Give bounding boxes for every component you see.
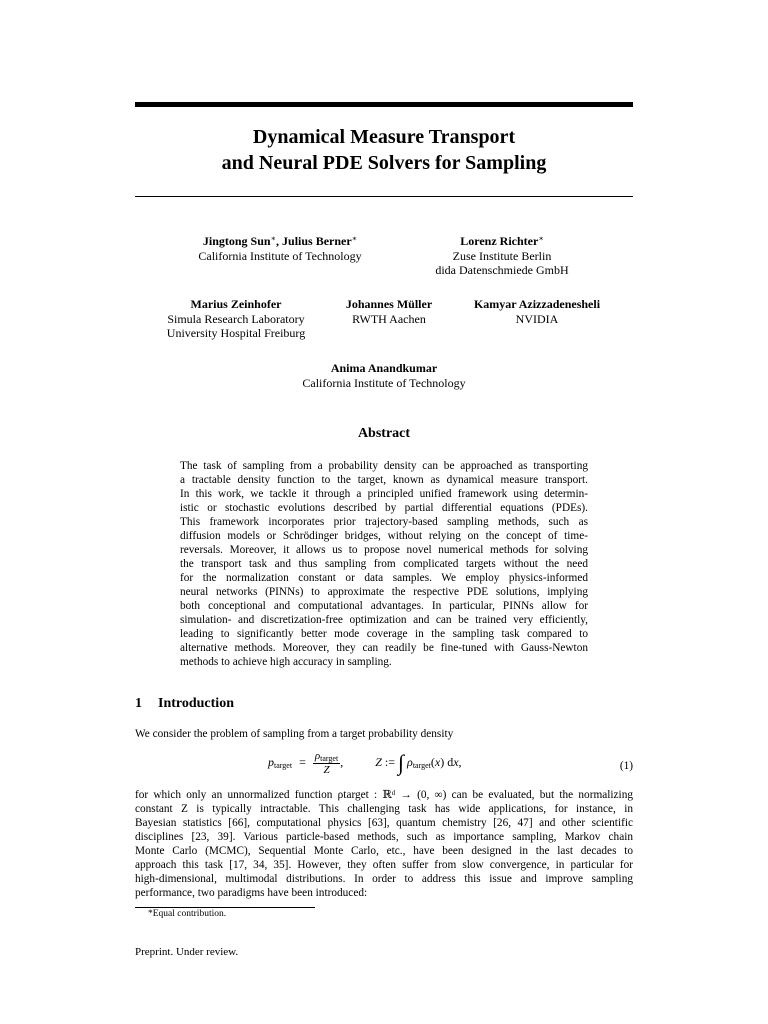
equation-body: $p_{target}$ = $\frac{\rho_{target}}{Z}$ , Z := ∫ $\rho_{target}(x)$ dx,	[268, 750, 462, 776]
fraction: $\frac{\rho_{target}}{Z}$	[314, 750, 339, 776]
author-names: Marius Zeinhofer	[190, 297, 282, 311]
intro-lead-line: We consider the problem of sampling from a target probability density	[135, 728, 454, 740]
title-line-1: Dynamical Measure Transport	[252, 126, 516, 148]
abstract-line: neural networks (PINNs) to approximate the respective PDE solutions, implying	[180, 586, 588, 598]
author-affiliation: California Institute of Technology	[198, 248, 362, 263]
section-number: 1	[135, 696, 142, 711]
author-group-2	[412, 232, 592, 278]
equation-1	[135, 750, 633, 786]
footnote: *Equal contribution.	[148, 909, 227, 919]
author-group-5	[462, 297, 612, 326]
author-affiliation: Simula Research Laboratory	[167, 311, 305, 326]
abstract-line: diffusion models or Schrödinger bridges, without relying on the concept of time-	[180, 530, 588, 542]
author-affiliation: NVIDIA	[515, 311, 559, 326]
abstract-line: both conceptional and computational advantages. In particular, PINNs allow for	[180, 600, 588, 612]
author-group-4	[333, 297, 445, 326]
abstract-line: for the normalization constant or data samples. We employ physics-informed	[180, 572, 588, 584]
author-names: Kamyar Azizzadenesheli	[473, 297, 601, 311]
author-names: Anima Anandkumar	[330, 361, 438, 375]
abstract-line: methods to achieve high accuracy in sampling.	[180, 656, 392, 668]
intro-line: Bayesian statistics [66], computational physics [63], quantum chemistry [26, 47] and other scientific	[135, 817, 633, 829]
abstract-line: alternative methods. Moreover, they can readily be fine-tuned with Gauss-Newton	[180, 642, 588, 654]
abstract-line: reversals. Moreover, it allows us to propose novel numerical methods for solving	[180, 544, 588, 556]
abstract-line: simulation- and discretization-free optimization and can be trained very efficiently,	[180, 614, 588, 626]
abstract-line: The task of sampling from a probability density can be approached as transporting	[180, 460, 588, 472]
abstract-line: In this work, we tackle it through a principled unified framework using determin-	[180, 488, 588, 500]
abstract-line: This framework incorporates prior trajectory-based sampling methods, such as	[180, 516, 588, 528]
section-title: Introduction	[158, 696, 234, 711]
author-names: Jingtong Sun∗, Julius Berner∗	[202, 234, 358, 248]
author-group-1	[180, 232, 380, 263]
abstract-heading: Abstract	[357, 426, 411, 441]
intro-line: constant Z is typically intractable. This challenging task has wide applications, for instance, in	[135, 803, 633, 815]
author-affiliation: University Hospital Freiburg	[166, 326, 306, 340]
intro-lead	[135, 727, 633, 741]
footnote-rule	[135, 907, 315, 908]
abstract-line: a tractable density function to the target, known as dynamical measure transport.	[180, 474, 588, 486]
intro-paragraph	[135, 788, 633, 900]
top-rule	[135, 102, 633, 107]
title-rule	[135, 196, 633, 197]
section-heading	[135, 696, 234, 712]
author-affiliation: Zuse Institute Berlin	[452, 248, 552, 263]
author-names: Johannes Müller	[345, 297, 433, 311]
title-line-2: and Neural PDE Solvers for Sampling	[221, 152, 547, 174]
intro-line: disciplines [23, 39]. Various particle-based methods, such as importance sampling, Markov chain	[135, 831, 633, 843]
author-affiliation: dida Datenschmiede GmbH	[435, 263, 569, 277]
author-affiliation: RWTH Aachen	[352, 311, 426, 326]
author-names: Lorenz Richter∗	[460, 234, 544, 248]
author-group-3	[155, 297, 317, 341]
abstract-line: leading to significantly better mode coverage in the sampling task compared to	[180, 628, 588, 640]
paper-title	[135, 124, 633, 176]
intro-line: high-dimensional, multimodal distributions. In order to address this issue and improve sampling	[135, 873, 633, 885]
abstract-line: istic or stochastic evolutions described by partial differential equations (PDEs).	[180, 502, 588, 514]
abstract-body	[180, 459, 588, 669]
preprint-footer: Preprint. Under review.	[135, 946, 239, 958]
abstract-line: the transport task and thus sampling from complicated targets without the need	[180, 558, 588, 570]
equation-number: (1)	[619, 760, 633, 772]
intro-line: approach this task [17, 34, 35]. However, they often suffer from slow convergence, in particular for	[135, 859, 633, 871]
intro-line: Monte Carlo (MCMC), Sequential Monte Carlo, etc., have been designed in the last decades to	[135, 845, 633, 857]
author-group-6	[284, 361, 484, 390]
author-affiliation: California Institute of Technology	[302, 375, 466, 390]
intro-line: for which only an unnormalized function ρtarget : ℝᵈ → (0, ∞) can be evaluated, but the normalizing	[135, 789, 633, 801]
intro-line: performance, two paradigms have been introduced:	[135, 887, 368, 899]
